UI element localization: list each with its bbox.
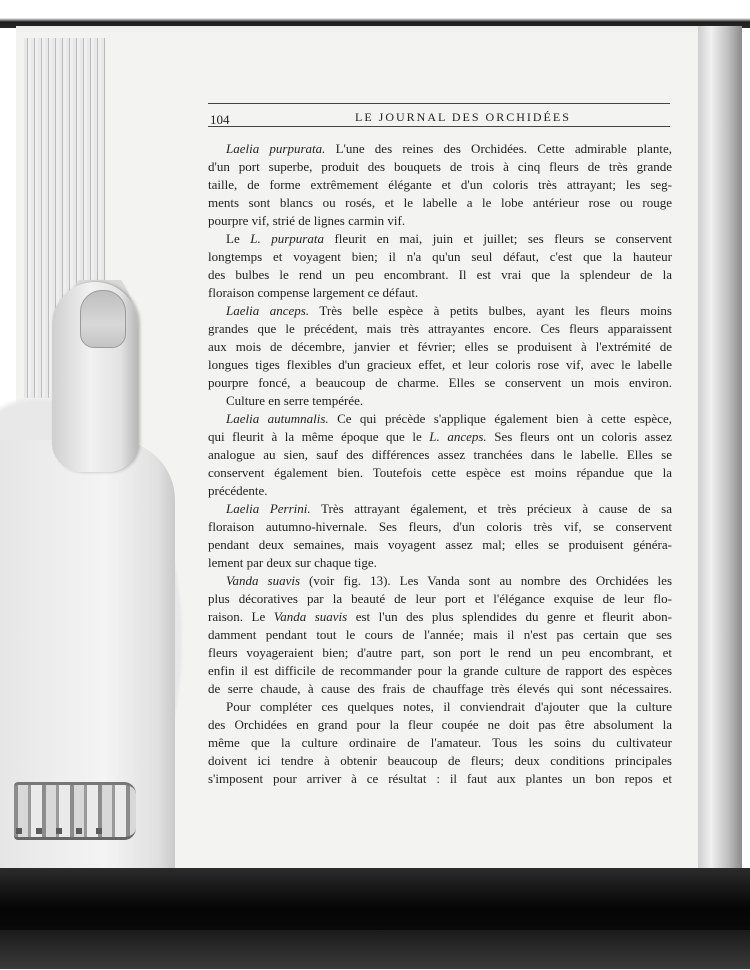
text-run: Très belle espèce à petits bulbes, ayant les fleurs moins — [309, 303, 672, 318]
text-run: L'une des reines des Orchidées. Cette admirable plante, — [325, 141, 672, 156]
running-head: LE JOURNAL DES ORCHIDÉES — [355, 110, 571, 124]
text-run: fleurit en mai, juin et juillet; ses fleurs se conservent — [323, 231, 673, 246]
text-line — [208, 176, 672, 194]
text-line — [208, 482, 672, 500]
text-run: pourpre vif, strié de lignes carmin vif. — [208, 213, 406, 228]
text-line — [208, 284, 672, 302]
bottom-background — [0, 930, 750, 969]
italic-run: Laelia autumnalis. — [226, 411, 329, 426]
text-line — [208, 320, 672, 338]
text-run: des bulbes le rend un peu encombrant. Il est vrai que la splendeur de la — [208, 267, 672, 282]
page-number: 104 — [210, 112, 230, 127]
text-run: longtemps et voyagent bien; il n'a qu'un seul défaut, c'est que la hauteur — [208, 249, 672, 264]
text-line — [208, 500, 672, 518]
italic-run: L. anceps. — [429, 429, 487, 444]
text-line — [208, 698, 672, 716]
text-run: grandes que le précédent, mais très attrayantes encore. Ces fleurs apparaissent — [208, 321, 672, 336]
italic-run: L. purpurata — [250, 231, 324, 246]
text-run: enfin il est difficile de recommander pour la grande culture de rapport des espèces — [208, 663, 672, 678]
text-run: d'un port superbe, produit des bouquets de trois à cinq fleurs de très grande — [208, 159, 672, 174]
text-line — [208, 536, 672, 554]
text-run: Très attrayant également, et très précieux à cause de sa — [310, 501, 672, 516]
text-line — [208, 662, 672, 680]
text-run: plus décoratives par la beauté de leur port et l'élégance exquise de leur flo- — [208, 591, 672, 606]
text-run: qui fleurit à la même époque que le — [208, 429, 430, 444]
text-run: même que la culture ordinaire de l'amateur. Tous les soins du cultivateur — [208, 735, 672, 750]
text-line — [208, 410, 672, 428]
text-line — [208, 194, 672, 212]
text-run: fleurs voyageraient bien; d'autre part, son port le rend un peu encombrant, et — [208, 645, 672, 660]
text-line — [208, 392, 672, 410]
text-run: floraison autumno-hivernale. Ses fleurs, d'un coloris très vif, se conservent — [208, 519, 672, 534]
text-run: de serre chaude, à cause des frais de chauffage très élevés qui sont nécessaires. — [208, 681, 672, 696]
text-line — [208, 680, 672, 698]
text-line — [208, 428, 672, 446]
text-run: floraison compense largement ce défaut. — [208, 285, 419, 300]
text-line — [208, 554, 672, 572]
text-line — [208, 734, 672, 752]
text-line — [208, 770, 672, 788]
text-line — [208, 716, 672, 734]
text-run: Culture en serre tempérée. — [226, 393, 364, 408]
text-line — [208, 356, 672, 374]
photo-top-edge — [0, 0, 750, 28]
text-run: Le — [226, 231, 251, 246]
text-run: précédente. — [208, 483, 268, 498]
text-run: raison. Le — [208, 609, 274, 624]
text-run: analogue au sien, sauf des différences assez tranchées dans le labelle. Elles se — [208, 447, 672, 462]
text-line — [208, 230, 672, 248]
text-line — [208, 518, 672, 536]
page-gutter — [698, 26, 742, 876]
text-line — [208, 608, 672, 626]
text-run: conservent également bien. Toutefois cette espèce est moins répandue que la — [208, 465, 672, 480]
text-run: est l'un des plus splendides du genre et fleurit abon- — [347, 609, 673, 624]
text-run: pourpre foncé, a beaucoup de charme. Elles se conservent un mois environ. — [208, 375, 672, 390]
text-run: lement par deux sur chaque tige. — [208, 555, 377, 570]
text-line — [208, 464, 672, 482]
body-text — [208, 140, 672, 788]
text-run: des Orchidées en grand pour la fleur coupée ne doit pas être absolument la — [208, 717, 672, 732]
text-run: s'imposent pour arriver à ce résultat : il faut aux plantes un bon repos et — [208, 771, 672, 786]
text-run: pendant deux semaines, mais voyagent assez mal; elles se produisent généra- — [208, 537, 672, 552]
text-run: Pour compléter ces quelques notes, il conviendrait d'ajouter que la culture — [226, 699, 672, 714]
text-line — [208, 374, 672, 392]
italic-run: Laelia anceps. — [226, 303, 310, 318]
text-run: longues tiges flexibles d'un gracieux effet, et leur coloris rose vif, avec le labelle — [208, 357, 672, 372]
watch-band-links — [16, 828, 116, 834]
italic-run: Vanda suavis — [273, 609, 348, 624]
text-line — [208, 248, 672, 266]
text-line — [208, 752, 672, 770]
text-line — [208, 158, 672, 176]
text-line — [208, 338, 672, 356]
thumbnail — [80, 290, 126, 348]
italic-run: Laelia Perrini. — [226, 501, 311, 516]
text-run: aux mois de décembre, janvier et février; elles se produisent à l'extrémité de — [208, 339, 672, 354]
text-run: (voir fig. 13). Les Vanda sont au nombre des Orchidées les — [300, 573, 673, 588]
text-line — [208, 590, 672, 608]
text-run: doivent ici tendre à obtenir beaucoup de fleurs; deux conditions principales — [208, 753, 672, 768]
text-line — [208, 446, 672, 464]
text-line — [208, 572, 672, 590]
text-line — [208, 266, 672, 284]
italic-run: Laelia purpurata. — [226, 141, 326, 156]
text-line — [208, 644, 672, 662]
text-line — [208, 212, 672, 230]
text-run: Ses fleurs ont un coloris assez — [486, 429, 672, 444]
text-line — [208, 626, 672, 644]
text-run: taille, de forme extrêmement élégante et d'un coloris très attrayant; les seg- — [208, 177, 672, 192]
italic-run: Vanda suavis — [226, 573, 301, 588]
text-run: Ce qui précède s'applique également bien à cette espèce, — [328, 411, 672, 426]
text-run: ments sont blancs ou rosés, et le labelle a le lobe antérieur rose ou rouge — [208, 195, 672, 210]
text-line — [208, 140, 672, 158]
text-line — [208, 302, 672, 320]
text-run: damment pendant tout le cours de l'année; mais il n'est pas certain que ses — [208, 627, 672, 642]
